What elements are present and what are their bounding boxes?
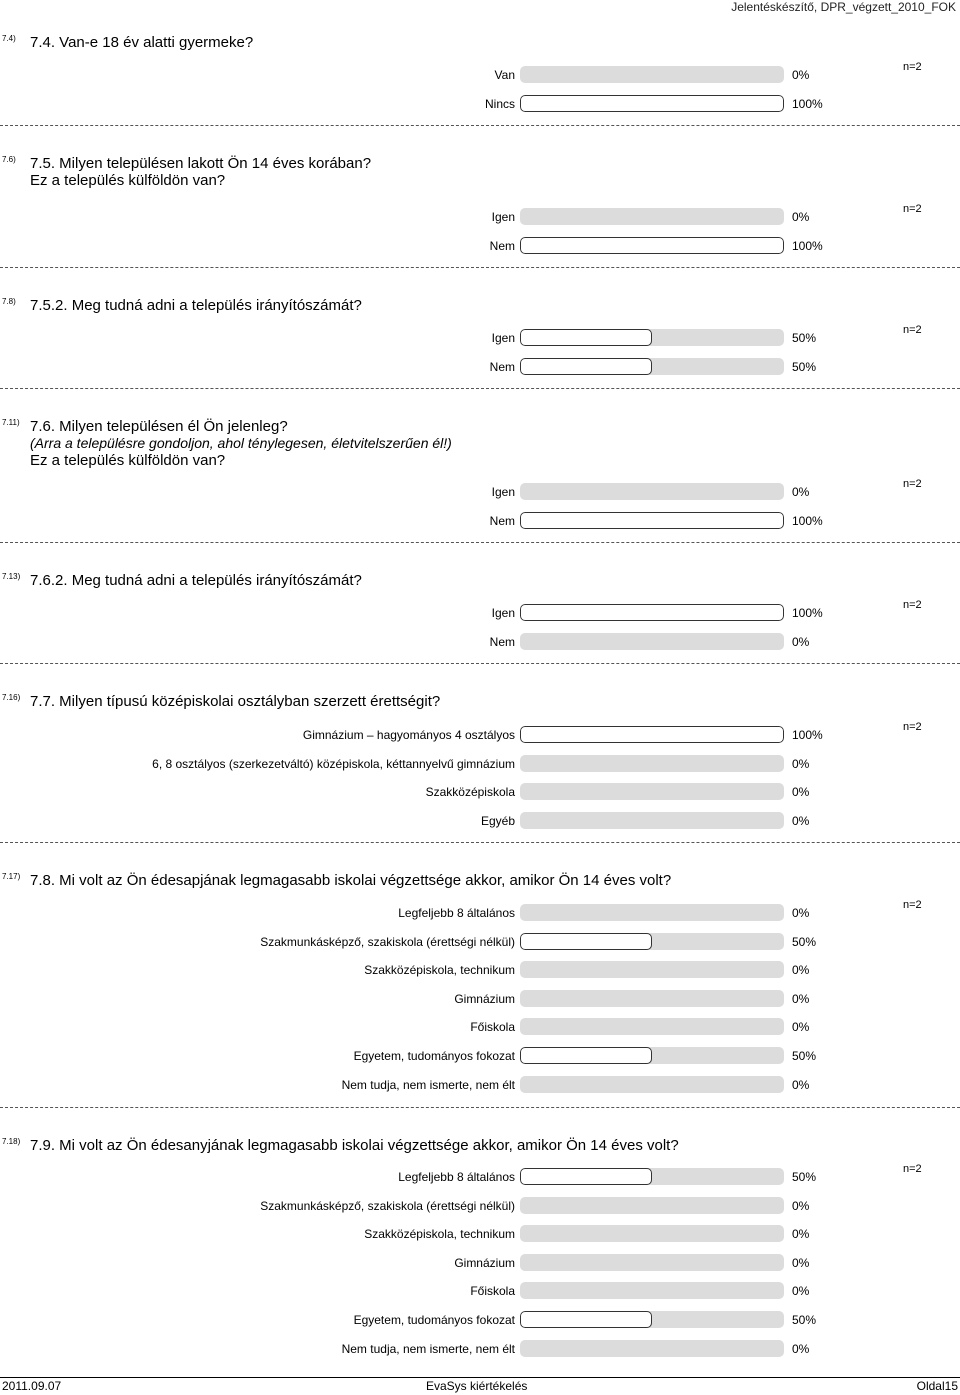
- percent-bar-fill: [520, 1311, 652, 1328]
- question-title-line: 7.9. Mi volt az Ön édesanyjának legmagasabb iskolai végzettsége akkor, amikor Ön 14 éves volt?: [30, 1137, 679, 1154]
- percent-bar: [520, 783, 784, 800]
- question-divider: [0, 842, 960, 843]
- answer-label: 6, 8 osztályos (szerkezetváltó) középiskola, kéttannyelvű gimnázium: [152, 756, 515, 771]
- answer-label: Legfeljebb 8 általános: [398, 906, 515, 920]
- answer-label: Legfeljebb 8 általános: [398, 1170, 515, 1184]
- answer-row: [0, 1047, 960, 1067]
- percent-bar-fill: [520, 329, 652, 346]
- percent-bar: [520, 604, 784, 621]
- answer-label: Főiskola: [470, 1284, 515, 1299]
- answer-percent: 50%: [792, 1170, 817, 1184]
- percent-bar: [520, 726, 784, 743]
- answer-label: Szakközépiskola, technikum: [364, 963, 515, 978]
- respondent-count: n=2: [903, 721, 922, 733]
- answer-percent: 0%: [792, 68, 810, 82]
- question-number: 7.6): [2, 155, 16, 164]
- answer-row: [0, 512, 960, 532]
- percent-bar: [520, 512, 784, 529]
- question-title-line: 7.5.2. Meg tudná adni a település irányítószámát?: [30, 297, 362, 314]
- answer-label: Igen: [491, 606, 515, 620]
- answer-row: [0, 1197, 960, 1217]
- answer-percent: 0%: [792, 1255, 810, 1270]
- respondent-count: n=2: [903, 599, 922, 611]
- answer-percent: 0%: [792, 485, 810, 499]
- respondent-count: n=2: [903, 324, 922, 336]
- question-number: 7.18): [2, 1137, 21, 1146]
- answer-label: Igen: [491, 331, 515, 345]
- answer-row: [0, 783, 960, 803]
- answer-percent: 100%: [792, 238, 823, 253]
- answer-label: Nem: [489, 634, 515, 649]
- answer-label: Szakközépiskola: [425, 785, 515, 800]
- question-title-line: 7.6. Milyen településen él Ön jelenleg?: [30, 418, 288, 435]
- percent-bar: [520, 1047, 784, 1064]
- footer-divider: [0, 1377, 960, 1378]
- answer-row: [0, 237, 960, 257]
- percent-bar: [520, 1076, 784, 1093]
- percent-bar-fill: [520, 726, 784, 743]
- question-title-line: (Arra a településre gondoljon, ahol ténylegesen, életvitelszerűen él!): [30, 435, 452, 451]
- percent-bar: [520, 358, 784, 375]
- question-title: [30, 155, 371, 189]
- percent-bar-fill: [520, 933, 652, 950]
- answer-label: Egyetem, tudományos fokozat: [353, 1049, 515, 1063]
- question-title: [30, 34, 253, 51]
- percent-bar-fill: [520, 358, 652, 375]
- answer-row: [0, 1225, 960, 1245]
- percent-bar: [520, 1168, 784, 1185]
- respondent-count: n=2: [903, 1163, 922, 1175]
- answer-percent: 50%: [792, 1313, 817, 1327]
- footer-date: 2011.09.07: [2, 1379, 62, 1393]
- respondent-count: n=2: [903, 61, 922, 73]
- question-title-line: 7.7. Milyen típusú középiskolai osztályban szerzett érettségit?: [30, 693, 441, 710]
- answer-label: Nincs: [484, 96, 515, 111]
- question-title-line: 7.8. Mi volt az Ön édesapjának legmagasabb iskolai végzettsége akkor, amikor Ön 14 éves volt?: [30, 872, 672, 889]
- question-divider: [0, 388, 960, 389]
- answer-row: [0, 329, 960, 349]
- answer-label: Igen: [491, 485, 515, 499]
- answer-percent: 0%: [792, 1020, 810, 1035]
- answer-percent: 100%: [792, 606, 823, 620]
- answer-row: [0, 726, 960, 746]
- answer-percent: 0%: [792, 813, 810, 828]
- answer-row: [0, 1076, 960, 1096]
- question-number: 7.17): [2, 872, 21, 881]
- answer-row: [0, 633, 960, 653]
- answer-label: Szakmunkásképző, szakiskola (érettségi nélkül): [260, 1198, 515, 1213]
- answer-percent: 100%: [792, 728, 823, 742]
- answer-label: Szakmunkásképző, szakiskola (érettségi nélkül): [260, 934, 515, 949]
- question-divider: [0, 125, 960, 126]
- answer-row: [0, 933, 960, 953]
- answer-label: Szakközépiskola, technikum: [364, 1227, 515, 1242]
- answer-percent: 50%: [792, 359, 817, 374]
- percent-bar: [520, 1340, 784, 1357]
- percent-bar: [520, 812, 784, 829]
- answer-percent: 0%: [792, 634, 810, 649]
- footer-page: Oldal15: [916, 1379, 958, 1393]
- answer-row: [0, 95, 960, 115]
- answer-label: Főiskola: [470, 1020, 515, 1035]
- percent-bar: [520, 1254, 784, 1271]
- answer-label: Igen: [491, 210, 515, 224]
- answer-row: [0, 1018, 960, 1038]
- answer-row: [0, 1340, 960, 1360]
- answer-label: Gimnázium – hagyományos 4 osztályos: [302, 728, 515, 742]
- answer-percent: 0%: [792, 1077, 810, 1092]
- percent-bar: [520, 990, 784, 1007]
- percent-bar: [520, 66, 784, 83]
- respondent-count: n=2: [903, 203, 922, 215]
- answer-percent: 50%: [792, 934, 817, 949]
- answer-percent: 0%: [792, 1198, 810, 1213]
- answer-percent: 50%: [792, 331, 817, 345]
- report-header-title: Jelentéskészítő, DPR_végzett_2010_FOK: [731, 0, 956, 14]
- percent-bar: [520, 329, 784, 346]
- answer-label: Gimnázium: [454, 991, 515, 1006]
- question-title-line: 7.4. Van-e 18 év alatti gyermeke?: [30, 34, 254, 51]
- percent-bar: [520, 208, 784, 225]
- answer-label: Egyéb: [480, 813, 515, 828]
- answer-row: [0, 604, 960, 624]
- percent-bar: [520, 1282, 784, 1299]
- percent-bar: [520, 933, 784, 950]
- answer-label: Nem: [489, 238, 515, 253]
- answer-percent: 0%: [792, 991, 810, 1006]
- question-title: [30, 418, 452, 469]
- percent-bar: [520, 483, 784, 500]
- question-title: [30, 693, 440, 710]
- question-title-line: Ez a település külföldön van?: [30, 172, 226, 189]
- answer-percent: 0%: [792, 1227, 810, 1242]
- question-number: 7.16): [2, 693, 21, 702]
- answer-label: Nem: [489, 359, 515, 374]
- answer-percent: 0%: [792, 906, 810, 920]
- question-number: 7.13): [2, 572, 21, 581]
- percent-bar-fill: [520, 237, 784, 254]
- question-divider: [0, 267, 960, 268]
- question-divider: [0, 663, 960, 664]
- question-number: 7.11): [2, 418, 20, 427]
- question-title-line: 7.6.2. Meg tudná adni a település irányítószámát?: [30, 572, 362, 589]
- percent-bar-fill: [520, 95, 784, 112]
- question-title: [30, 872, 671, 889]
- question-divider: [0, 1107, 960, 1108]
- respondent-count: n=2: [903, 899, 922, 911]
- question-number: 7.8): [2, 297, 16, 306]
- percent-bar: [520, 755, 784, 772]
- answer-row: [0, 1168, 960, 1188]
- answer-percent: 100%: [792, 513, 823, 528]
- answer-row: [0, 1254, 960, 1274]
- question-divider: [0, 542, 960, 543]
- answer-row: [0, 483, 960, 503]
- percent-bar: [520, 1225, 784, 1242]
- answer-label: Van: [494, 68, 515, 82]
- answer-label: Nem: [489, 513, 515, 528]
- footer-center: EvaSys kiértékelés: [426, 1379, 528, 1393]
- percent-bar-fill: [520, 1047, 652, 1064]
- answer-percent: 0%: [792, 785, 810, 800]
- question-number: 7.4): [2, 34, 16, 43]
- answer-percent: 0%: [792, 963, 810, 978]
- question-title-line: Ez a település külföldön van?: [30, 452, 226, 469]
- answer-row: [0, 66, 960, 86]
- respondent-count: n=2: [903, 478, 922, 490]
- percent-bar: [520, 904, 784, 921]
- question-title-line: 7.5. Milyen településen lakott Ön 14 éves korában?: [30, 155, 372, 172]
- percent-bar: [520, 1018, 784, 1035]
- answer-label: Gimnázium: [454, 1255, 515, 1270]
- answer-label: Nem tudja, nem ismerte, nem élt: [341, 1341, 515, 1356]
- percent-bar: [520, 237, 784, 254]
- percent-bar: [520, 95, 784, 112]
- answer-row: [0, 755, 960, 775]
- answer-percent: 0%: [792, 1284, 810, 1299]
- percent-bar: [520, 961, 784, 978]
- answer-label: Egyetem, tudományos fokozat: [353, 1313, 515, 1327]
- question-title: [30, 297, 362, 314]
- percent-bar: [520, 633, 784, 650]
- percent-bar-fill: [520, 512, 784, 529]
- answer-percent: 0%: [792, 210, 810, 224]
- answer-percent: 0%: [792, 1341, 810, 1356]
- answer-row: [0, 961, 960, 981]
- question-title: [30, 1137, 679, 1154]
- answer-percent: 0%: [792, 756, 810, 771]
- answer-row: [0, 1282, 960, 1302]
- answer-row: [0, 904, 960, 924]
- answer-label: Nem tudja, nem ismerte, nem élt: [341, 1077, 515, 1092]
- question-title: [30, 572, 362, 589]
- answer-row: [0, 208, 960, 228]
- percent-bar: [520, 1311, 784, 1328]
- percent-bar-fill: [520, 604, 784, 621]
- answer-percent: 100%: [792, 96, 823, 111]
- answer-row: [0, 812, 960, 832]
- percent-bar-fill: [520, 1168, 652, 1185]
- answer-row: [0, 990, 960, 1010]
- answer-row: [0, 358, 960, 378]
- answer-row: [0, 1311, 960, 1331]
- percent-bar: [520, 1197, 784, 1214]
- answer-percent: 50%: [792, 1049, 817, 1063]
